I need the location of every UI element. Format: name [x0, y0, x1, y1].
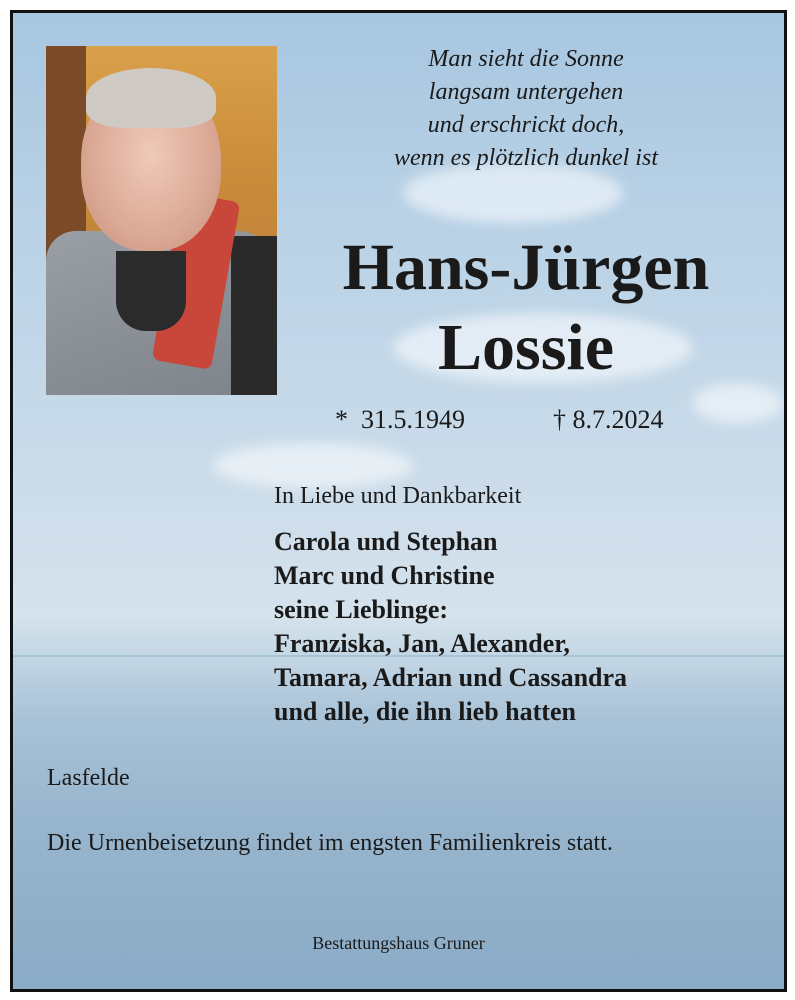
mourner-line: seine Lieblinge: [274, 595, 449, 624]
mourner-line: Tamara, Adrian und Cassandra [274, 663, 628, 692]
mourner-line: Carola und Stephan [274, 527, 498, 556]
mourner-line: und alle, die ihn lieb hatten [274, 697, 576, 726]
cloud [693, 383, 783, 423]
death-date-value: 8.7.2024 [572, 405, 664, 434]
quote-line: wenn es plötzlich dunkel ist [394, 145, 658, 171]
mourners-list [274, 525, 627, 729]
quote-line: langsam untergehen [428, 79, 624, 105]
place-name: Lasfelde [47, 765, 130, 791]
birth-date [335, 405, 465, 435]
cloud [213, 443, 413, 488]
memorial-quote [296, 43, 756, 175]
mourners-intro: In Liebe und Dankbarkeit [274, 483, 522, 509]
death-symbol: † [553, 405, 566, 434]
birth-date-value: 31.5.1949 [361, 405, 465, 434]
mourner-line: Marc und Christine [274, 561, 495, 590]
deceased-first-name: Hans-Jürgen [342, 231, 710, 304]
deceased-last-name: Lossie [437, 311, 615, 384]
quote-line: und erschrickt doch, [427, 112, 625, 138]
funeral-home: Bestattungshaus Gruner [312, 933, 485, 953]
quote-line: Man sieht die Sonne [428, 46, 624, 72]
birth-symbol: * [335, 405, 348, 434]
burial-notice: Die Urnenbeisetzung findet im engsten Familienkreis statt. [47, 830, 613, 856]
mourner-line: Franziska, Jan, Alexander, [274, 629, 570, 658]
portrait-photo [46, 46, 277, 395]
obituary-frame [10, 10, 787, 992]
death-date [553, 405, 664, 435]
